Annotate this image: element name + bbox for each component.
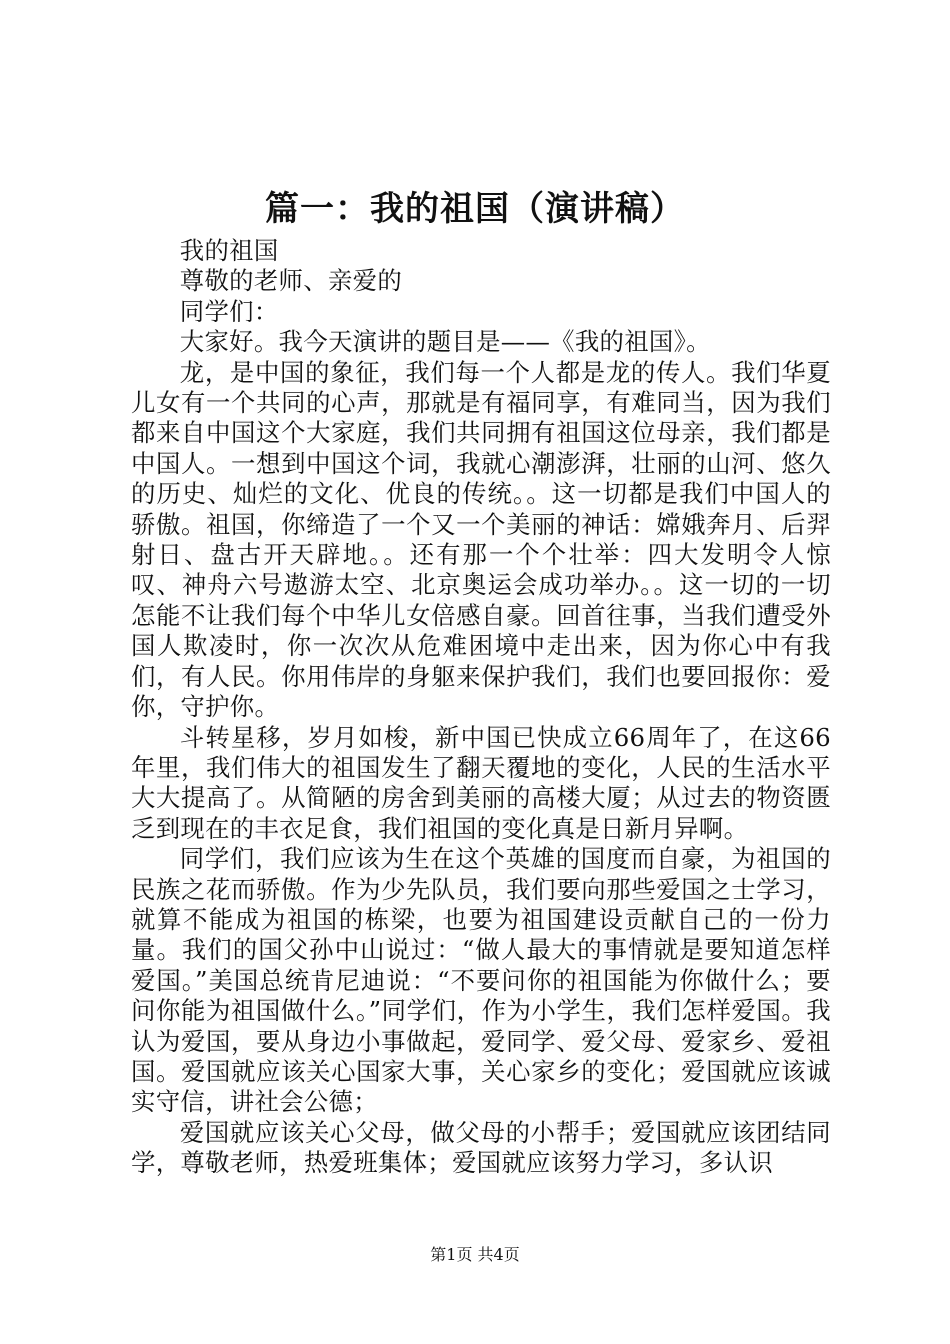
paragraph-body: 爱国就应该关心父母，做父母的小帮手；爱国就应该团结同学，尊敬老师，热爱班集体；爱国就应该努力学习，多认识 — [131, 1117, 831, 1178]
paragraph-heading: 我的祖国 — [179, 236, 279, 265]
paragraph-body: 同学们，我们应该为生在这个英雄的国度而自豪，为祖国的民族之花而骄傲。作为少先队员，我们要向那些爱国之士学习，就算不能成为祖国的栋梁，也要为祖国建设贡献自己的一份力量。我们的国父孙中山说过：“做人最大的事情就是要知道怎样爱国。”美国总统肯尼迪说：“不要问你的祖国能为你做什么；要问你能为祖国做什么。”同学们，作为小学生，我们怎样爱国。我认为爱国，要从身边小事做起，爱同学、爱父母、爱家乡、爱祖国。爱国就应该关心国家大事，关心家乡的变化；爱国就应该诚实守信，讲社会公德； — [131, 844, 831, 1117]
paragraph-greeting: 大家好。我今天演讲的题目是——《我的祖国》。 — [179, 327, 711, 357]
paragraph-salutation-cont: 同学们： — [179, 296, 279, 326]
document-body — [131, 236, 831, 1179]
paragraph-salutation: 尊敬的老师、亲爱的 — [179, 266, 403, 296]
page-footer: 第1页 共4页 — [430, 1245, 520, 1264]
document-title: 篇一：我的祖国（演讲稿） — [265, 189, 685, 229]
paragraph-body: 龙，是中国的象征，我们每一个人都是龙的传人。我们华夏儿女有一个共同的心声，那就是有福同享，有难同当，因为我们都来自中国这个大家庭，我们共同拥有祖国这位母亲，我们都是中国人。一想到中国这个词，我就心潮澎湃，壮丽的山河、悠久的历史、灿烂的文化、优良的传统。。这一切都是我们中国人的骄傲。祖国，你缔造了一个又一个美丽的神话：嫦娥奔月、后羿射日、盘古开天辟地。。还有那一个个壮举：四大发明令人惊叹、神舟六号遨游太空、北京奥运会成功举办。。这一切的一切怎能不让我们每个中华儿女倍感自豪。回首往事，当我们遭受外国人欺凌时，你一次次从危难困境中走出来，因为你心中有我们，有人民。你用伟岸的身躯来保护我们，我们也要回报你：爱你，守护你。 — [131, 357, 831, 722]
paragraph-body: 斗转星移，岁月如梭，新中国已快成立66周年了，在这66年里，我们伟大的祖国发生了翻天覆地的变化，人民的生活水平大大提高了。从简陋的房舍到美丽的高楼大厦；从过去的物资匮乏到现在的丰衣足食，我们祖国的变化真是日新月异啊。 — [131, 722, 831, 843]
